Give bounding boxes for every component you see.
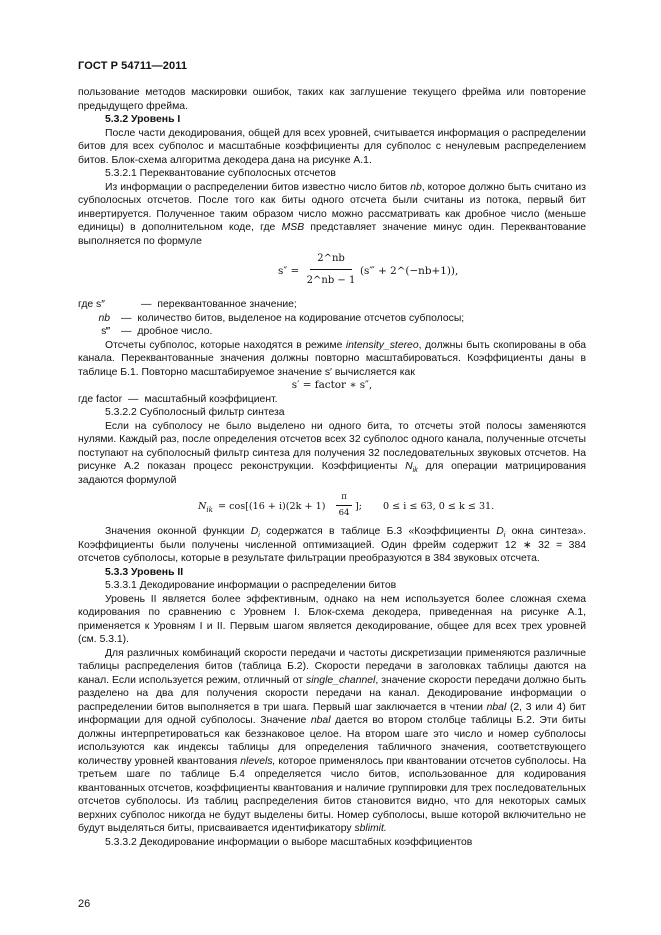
- paragraph-window-function: Значения оконной функции $D_i$ содержатся в таблице Б.3 «Коэффициенты $D_i$ окна синтеза». Коэффициенты были получены численной оптимизацией. Один фрейм содержит 12 ∗ 32 = 384 отсчетов субполосы, которые в результате фильтрации преобразуются в 384 звуковых отсчета.: [78, 526, 586, 564]
- paragraph-level2-intro: Уровень II является более эффективным, однако на нем используется более сложная схема кодирования по сравнению с Уровнем I. Блок-схема декодера, приведенная на рисунке А.1, применяется к Уровням I и II. Первым шагом является декодирование, общее для всех трех уровней (см. 5.3.1).: [78, 593, 586, 645]
- page-body: [78, 86, 586, 849]
- formula-denominator: 2^nb − 1: [306, 275, 356, 286]
- formula-lhs: s″ =: [278, 265, 300, 277]
- fraction-bar: [336, 505, 352, 506]
- paragraph-synthesis-filter: Если на субполосу не было выделено ни одного бита, то отсчеты этой полосы заменяются нулями. Каждый раз, после определения отсчетов всех 32 субполос одного канала, полученные отсчеты поступают на субполосный фильтр синтеза для получения 32 последовательных звуковых отсчетов. На рисунке А.2 показан процесс реконструкции. Коэффициенты $N_{ik}$ для операции матрицирования задаются формулой: [78, 420, 586, 486]
- formula-lhs: $N_{ik}$: [198, 501, 213, 514]
- formula-matrixing: [78, 487, 586, 525]
- definition-term: s‴: [101, 326, 110, 337]
- formula-numerator: 2^nb: [317, 253, 345, 264]
- formula-frac-num: π: [341, 492, 347, 502]
- formula-body: = cos[(16 + i)(2k + 1): [218, 501, 326, 512]
- paragraph-level1-intro: После части декодирования, общей для всех уровней, считывается информация о распределении битов для всех субполос и масштабные коэффициенты для субполос с ненулевым распределением битов. Блок-схема алгоритма декодера дана на рисунке А.1.: [78, 127, 586, 166]
- fraction-bar: [310, 269, 352, 270]
- definition-dash: —: [128, 393, 139, 405]
- formula-rescaling: s′ = factor ∗ s″,: [291, 379, 373, 391]
- definition-dash: —: [141, 299, 152, 310]
- definition-term: nb: [98, 312, 110, 324]
- section-heading-5-3-2-1: 5.3.2.1 Переквантование субполосных отсчетов: [105, 168, 336, 179]
- definition-dash: —: [121, 312, 132, 324]
- formula-rhs: (s‴ + 2^(−nb+1)),: [360, 265, 459, 277]
- definition-text: количество битов, выделеное на кодирование отсчетов субполосы;: [137, 312, 465, 324]
- paragraph-continuation: пользование методов маскировки ошибок, таких как заглушение текущего фрейма или повторение предыдущего фрейма.: [78, 87, 586, 112]
- definition-row-factor: [78, 393, 586, 407]
- section-heading-5-3-3-1: 5.3.3.1 Декодирование информации о распределении битов: [105, 580, 397, 591]
- definitions-list-1: [78, 298, 586, 339]
- paragraph-requantization: Из информации о распределении битов известно число битов nb, которое должно быть считано из субполосных отсчетов. После того как биты одного отсчета были считаны из потока, первый бит инвертируется. Полученное таким образом число можно рассматривать как дробное число (меньше единицы) в дополнительном коде, где MSB представляет значение минус один. Переквантование выполняется по формуле: [78, 181, 586, 247]
- paragraph-bit-allocation: Для различных комбинаций скорости передачи и частоты дискретизации применяются различные таблицы распределения битов (таблица Б.2). Скорости передачи в заголовках таблицы даются на канал. Если используется режим, отличный от single_channel, значение скорости передачи должно быть разделено на два для получения скорости передачи на канал. Декодирование информации о распределении битов выполняется в три шага. Первый шаг заключается в чтении nbal (2, 3 или 4) бит информации для одной субполосы. Значение nbal дается во втором столбце таблицы Б.2. Эти биты должны интерпретироваться как беззнаковое целое. На втором шаге это число и номер субполосы используются как индексы таблицы для определения табличного значения, соответствующего количеству уровней квантования nlevels, которое применялось при квантовании отсчетов субполосы. На третьем шаге по таблице Б.4 определяется число битов, использованное для кодирования квантованных отсчетов, коэффициенты квантования и наличие группировки для трех последовательных отсчетов субполосы. Из таблиц распределения битов становится видно, что для некоторых самых верхних субполос никогда не будут выделены биты. Номер субполосы, выше которой включительно не будут выделяться биты, присваивается идентификатору sblimit.: [78, 647, 586, 834]
- definition-text: переквантованное значение;: [157, 299, 297, 310]
- formula-requantization: [78, 248, 586, 298]
- standard-header: ГОСТ Р 54711—2011: [78, 60, 188, 72]
- definition-text: дробное число.: [137, 326, 213, 337]
- definition-row: [78, 325, 586, 339]
- section-heading-5-3-3-2: 5.3.3.2 Декодирование информации о выборе масштабных коэффициентов: [105, 836, 473, 848]
- definition-row: [78, 312, 586, 326]
- definition-term: где s″: [78, 299, 105, 310]
- definition-term: где factor: [78, 393, 123, 405]
- definition-dash: —: [121, 326, 132, 337]
- section-heading-5-3-2: 5.3.2 Уровень I: [105, 114, 181, 125]
- definition-text: масштабный коэффициент.: [144, 393, 278, 405]
- formula-frac-den: 64: [338, 508, 350, 518]
- page-number: 26: [78, 898, 91, 910]
- formula-condition: 0 ≤ i ≤ 63, 0 ≤ k ≤ 31.: [383, 501, 495, 512]
- section-heading-5-3-3: 5.3.3 Уровень II: [105, 566, 184, 578]
- paragraph-intensity-stereo: Отсчеты субполос, которые находятся в режиме intensity_stereo, должны быть скопированы в оба канала. Переквантованные значения должны повторно масштабироваться. Коэффициенты даны в таблице Б.1. Повторно масштабируемое значение s′ вычисляется как: [78, 339, 586, 378]
- section-heading-5-3-2-2: 5.3.2.2 Субполосный фильтр синтеза: [105, 407, 285, 418]
- formula-end: ];: [355, 501, 362, 512]
- definition-row: [78, 298, 586, 312]
